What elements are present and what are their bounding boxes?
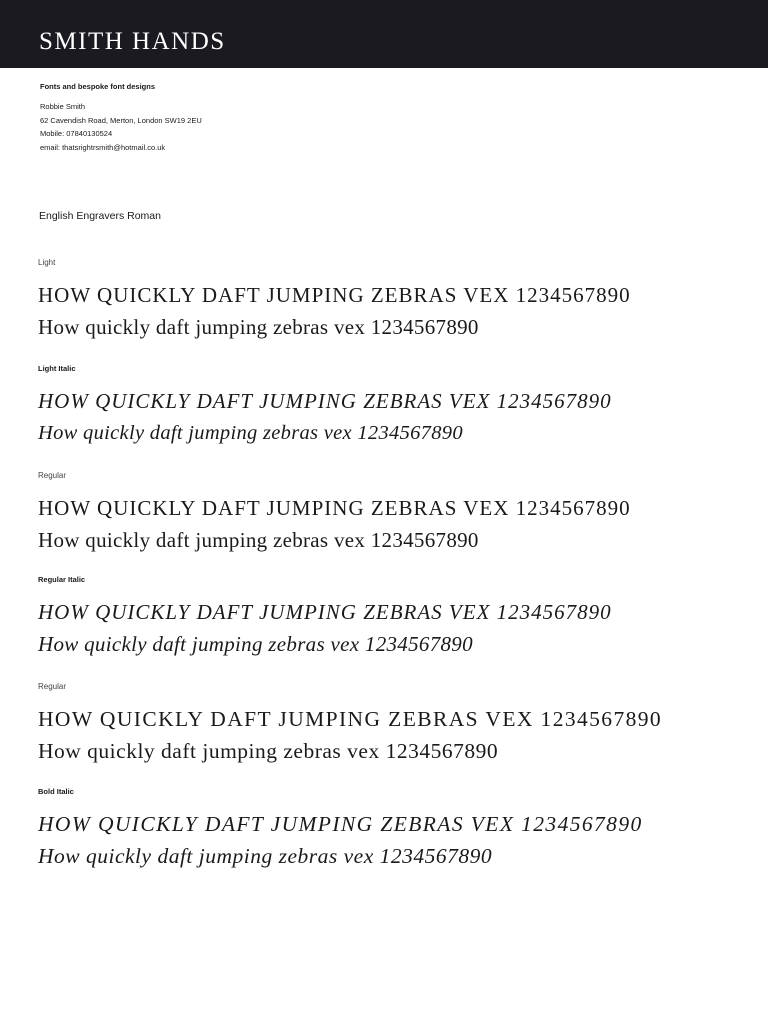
specimen-lowercase-line: How quickly daft jumping zebras vex 1234567890: [38, 844, 493, 868]
specimen-light: [38, 258, 758, 340]
specimen-caps-line: HOW QUICKLY DAFT JUMPING ZEBRAS VEX 1234567890: [38, 389, 612, 413]
specimen-lowercase-line: How quickly daft jumping zebras vex 1234567890: [38, 632, 473, 656]
specimen-lowercase-line: How quickly daft jumping zebras vex 1234567890: [38, 422, 463, 444]
specimen-caps-line: HOW QUICKLY DAFT JUMPING ZEBRAS VEX 1234567890: [38, 707, 663, 731]
style-label: Light: [38, 258, 56, 267]
font-family-name: English Engravers Roman: [39, 210, 161, 222]
header-bar: [0, 0, 768, 68]
specimen-caps-line: HOW QUICKLY DAFT JUMPING ZEBRAS VEX 1234567890: [38, 600, 612, 624]
style-label: Bold Italic: [38, 787, 74, 796]
specimen-caps-line: HOW QUICKLY DAFT JUMPING ZEBRAS VEX 1234567890: [38, 812, 643, 836]
contact-block: [40, 82, 202, 154]
specimen-lowercase-line: How quickly daft jumping zebras vex 1234567890: [38, 528, 479, 552]
specimen-regular: [38, 471, 758, 553]
specimen-lowercase-line: How quickly daft jumping zebras vex 1234567890: [38, 739, 499, 763]
style-label: Light Italic: [38, 364, 76, 373]
specimen-regular-large: [38, 682, 758, 764]
contact-email[interactable]: email: thatsrightrsmith@hotmail.co.uk: [40, 142, 166, 152]
specimen-light-italic: [38, 364, 758, 446]
contact-mobile: Mobile: 07840130524: [40, 129, 113, 138]
contact-name: Robbie Smith: [40, 102, 86, 111]
style-label: Regular Italic: [38, 575, 86, 584]
contact-address: 62 Cavendish Road, Merton, London SW19 2EU: [40, 115, 202, 125]
specimen-regular-italic: [38, 575, 758, 657]
style-label: Regular: [38, 471, 67, 480]
style-label: Regular: [38, 682, 67, 691]
specimen-lowercase-line: How quickly daft jumping zebras vex 1234567890: [38, 315, 479, 339]
specimen-caps-line: HOW QUICKLY DAFT JUMPING ZEBRAS VEX 1234567890: [38, 283, 631, 307]
tagline: Fonts and bespoke font designs: [40, 82, 156, 91]
specimen-caps-line: HOW QUICKLY DAFT JUMPING ZEBRAS VEX 1234567890: [38, 496, 631, 520]
specimen-bold-italic: [38, 787, 758, 869]
brand-title: SMITH HANDS: [39, 28, 226, 55]
